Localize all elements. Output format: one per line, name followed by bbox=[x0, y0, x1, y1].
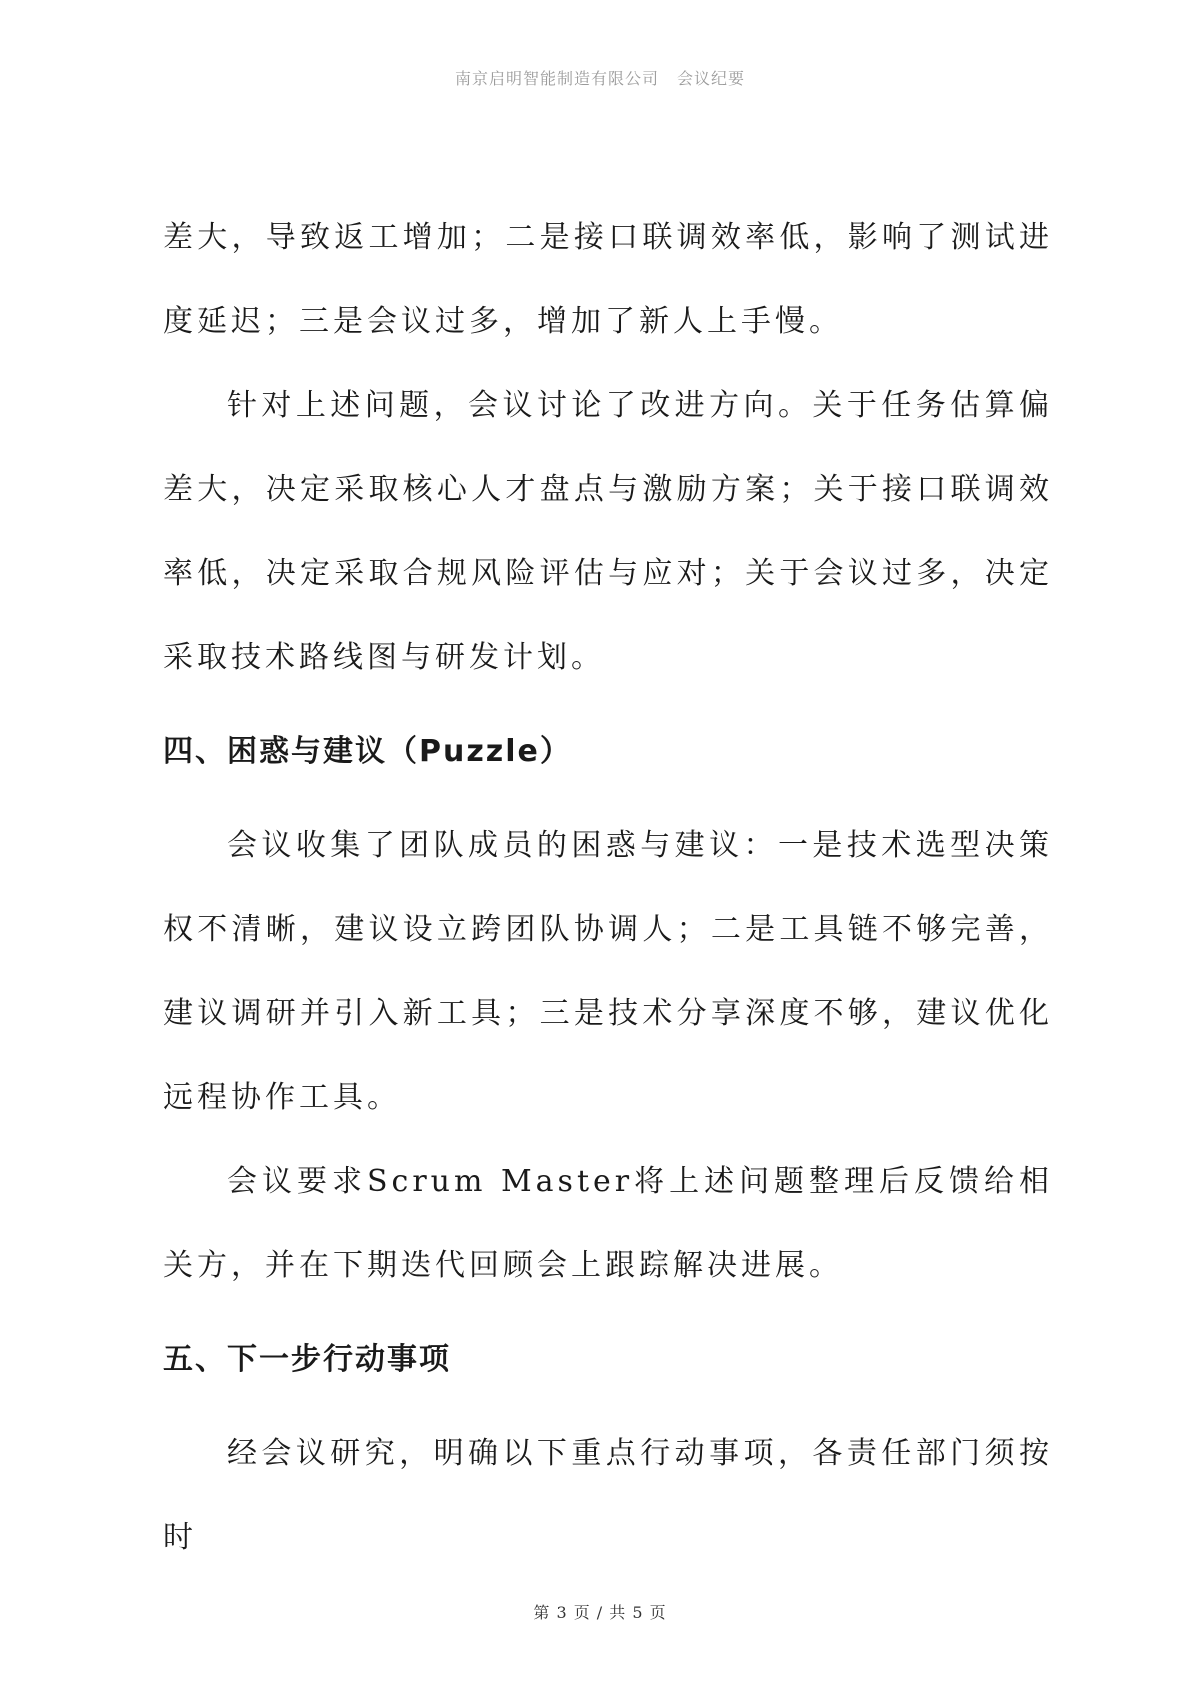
page-number: 第 3 页 / 共 5 页 bbox=[533, 1603, 667, 1622]
section-heading-puzzle: 四、困惑与建议（Puzzle） bbox=[163, 734, 572, 769]
header-company: 南京启明智能制造有限公司 bbox=[454, 69, 659, 88]
paragraph-improvements: 针对上述问题，会议讨论了改进方向。关于任务估算偏差大，决定采取核心人才盘点与激励方案；关于接口联调效率低，决定采取合规风险评估与应对；关于会议过多，决定采取技术路线图与研发计划。 bbox=[163, 388, 1053, 675]
paragraph-actions: 经会议研究，明确以下重点行动事项，各责任部门须按时 bbox=[163, 1436, 1053, 1555]
section-heading-actions: 五、下一步行动事项 bbox=[163, 1342, 451, 1377]
page-header bbox=[0, 66, 1200, 89]
document-body bbox=[163, 196, 1053, 1580]
header-doc-type: 会议纪要 bbox=[677, 69, 746, 88]
paragraph-continued: 差大，导致返工增加；二是接口联调效率低，影响了测试进度延迟；三是会议过多，增加了新人上手慢。 bbox=[163, 220, 1053, 339]
paragraph-puzzles: 会议收集了团队成员的困惑与建议：一是技术选型决策权不清晰，建议设立跨团队协调人；二是工具链不够完善，建议调研并引入新工具；三是技术分享深度不够，建议优化远程协作工具。 bbox=[163, 828, 1053, 1115]
paragraph-scrum-master: 会议要求Scrum Master将上述问题整理后反馈给相关方，并在下期迭代回顾会上跟踪解决进展。 bbox=[163, 1164, 1053, 1283]
